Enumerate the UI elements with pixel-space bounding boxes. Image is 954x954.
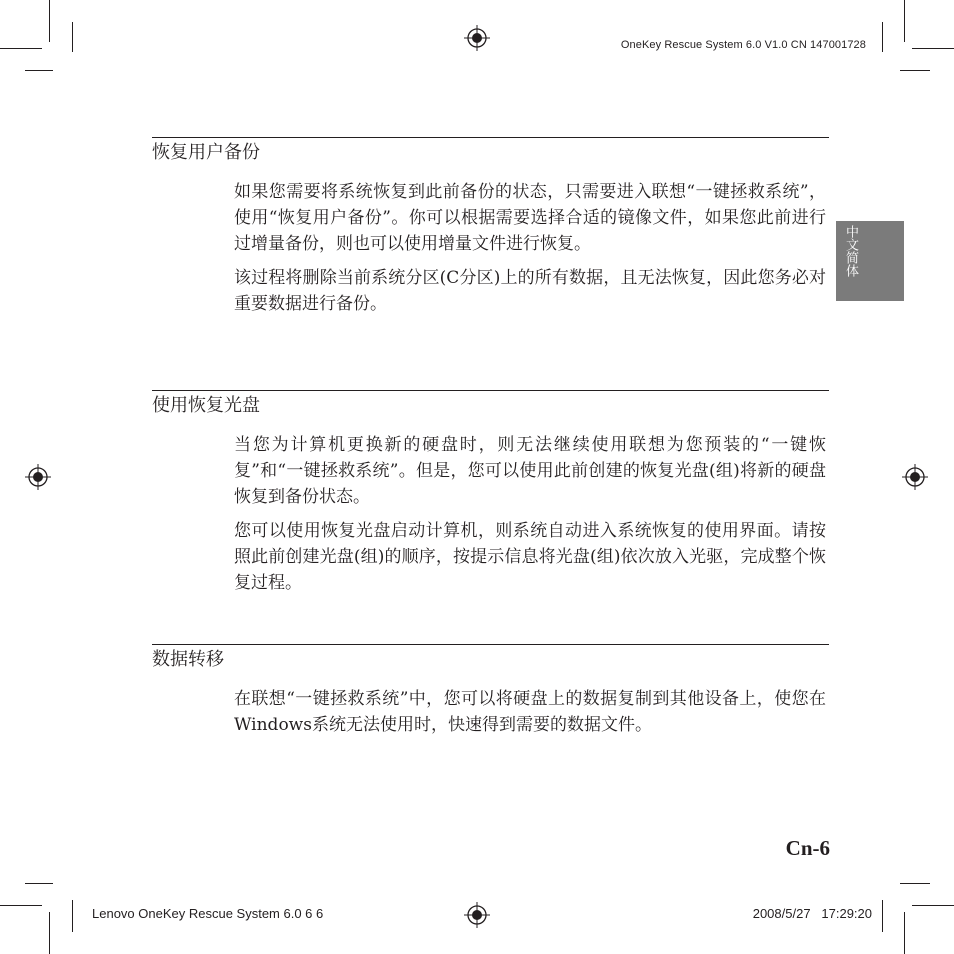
- section-body: [234, 686, 829, 738]
- crop-mark: [25, 883, 53, 884]
- crop-mark: [912, 905, 954, 906]
- document-code: OneKey Rescue System 6.0 V1.0 CN 147001728: [620, 39, 866, 51]
- paragraph: 您可以使用恢复光盘启动计算机，则系统自动进入系统恢复的使用界面。请按照此前创建光盘(组)的顺序，按提示信息将光盘(组)依次放入光驱，完成整个恢复过程。: [234, 521, 826, 593]
- section-restore-user-backup: [152, 137, 829, 325]
- crop-mark: [904, 912, 905, 954]
- section-title: 恢复用户备份: [152, 142, 260, 163]
- crop-mark: [882, 22, 883, 52]
- crop-mark: [0, 905, 42, 906]
- section-body: [234, 432, 829, 596]
- footer-timestamp: 2008/5/27 17:29:20: [752, 906, 872, 921]
- footer-file-info: Lenovo OneKey Rescue System 6.0 6 6: [92, 906, 324, 921]
- section-rule: [152, 644, 829, 645]
- crop-mark: [912, 48, 954, 49]
- crop-mark: [904, 0, 905, 42]
- section-data-transfer: [152, 644, 829, 746]
- paragraph: 当您为计算机更换新的硬盘时，则无法继续使用联想为您预装的“一键恢复”和“一键拯救系统”。但是，您可以使用此前创建的恢复光盘(组)将新的硬盘恢复到备份状态。: [234, 435, 826, 507]
- crop-mark: [900, 70, 930, 71]
- crop-mark: [25, 70, 53, 71]
- registration-mark-icon: [464, 902, 490, 928]
- page-number: Cn-6: [785, 836, 830, 860]
- crop-mark: [0, 48, 42, 49]
- paragraph: 在联想“一键拯救系统”中，您可以将硬盘上的数据复制到其他设备上，使您在Windows系统无法使用时，快速得到需要的数据文件。: [234, 689, 826, 735]
- crop-mark: [72, 22, 73, 52]
- side-tab-label: 中文简体: [843, 225, 858, 277]
- crop-mark: [900, 883, 930, 884]
- section-title: 使用恢复光盘: [152, 395, 260, 416]
- section-rule: [152, 390, 829, 391]
- crop-mark: [882, 900, 883, 932]
- crop-mark: [49, 912, 50, 954]
- section-rule: [152, 137, 829, 138]
- crop-mark: [49, 0, 50, 42]
- registration-mark-icon: [25, 464, 51, 490]
- paragraph: 该过程将删除当前系统分区(C分区)上的所有数据，且无法恢复，因此您务必对重要数据进行备份。: [234, 268, 826, 314]
- registration-mark-icon: [464, 25, 490, 51]
- section-title: 数据转移: [152, 649, 224, 670]
- paragraph: 如果您需要将系统恢复到此前备份的状态，只需要进入联想“一键拯救系统”，使用“恢复用户备份”。你可以根据需要选择合适的镜像文件，如果您此前进行过增量备份，则也可以使用增量文件进行恢复。: [234, 182, 826, 254]
- section-use-recovery-disc: [152, 390, 829, 604]
- language-side-tab: [836, 221, 904, 301]
- registration-mark-icon: [902, 464, 928, 490]
- crop-mark: [72, 900, 73, 932]
- section-body: [234, 179, 829, 317]
